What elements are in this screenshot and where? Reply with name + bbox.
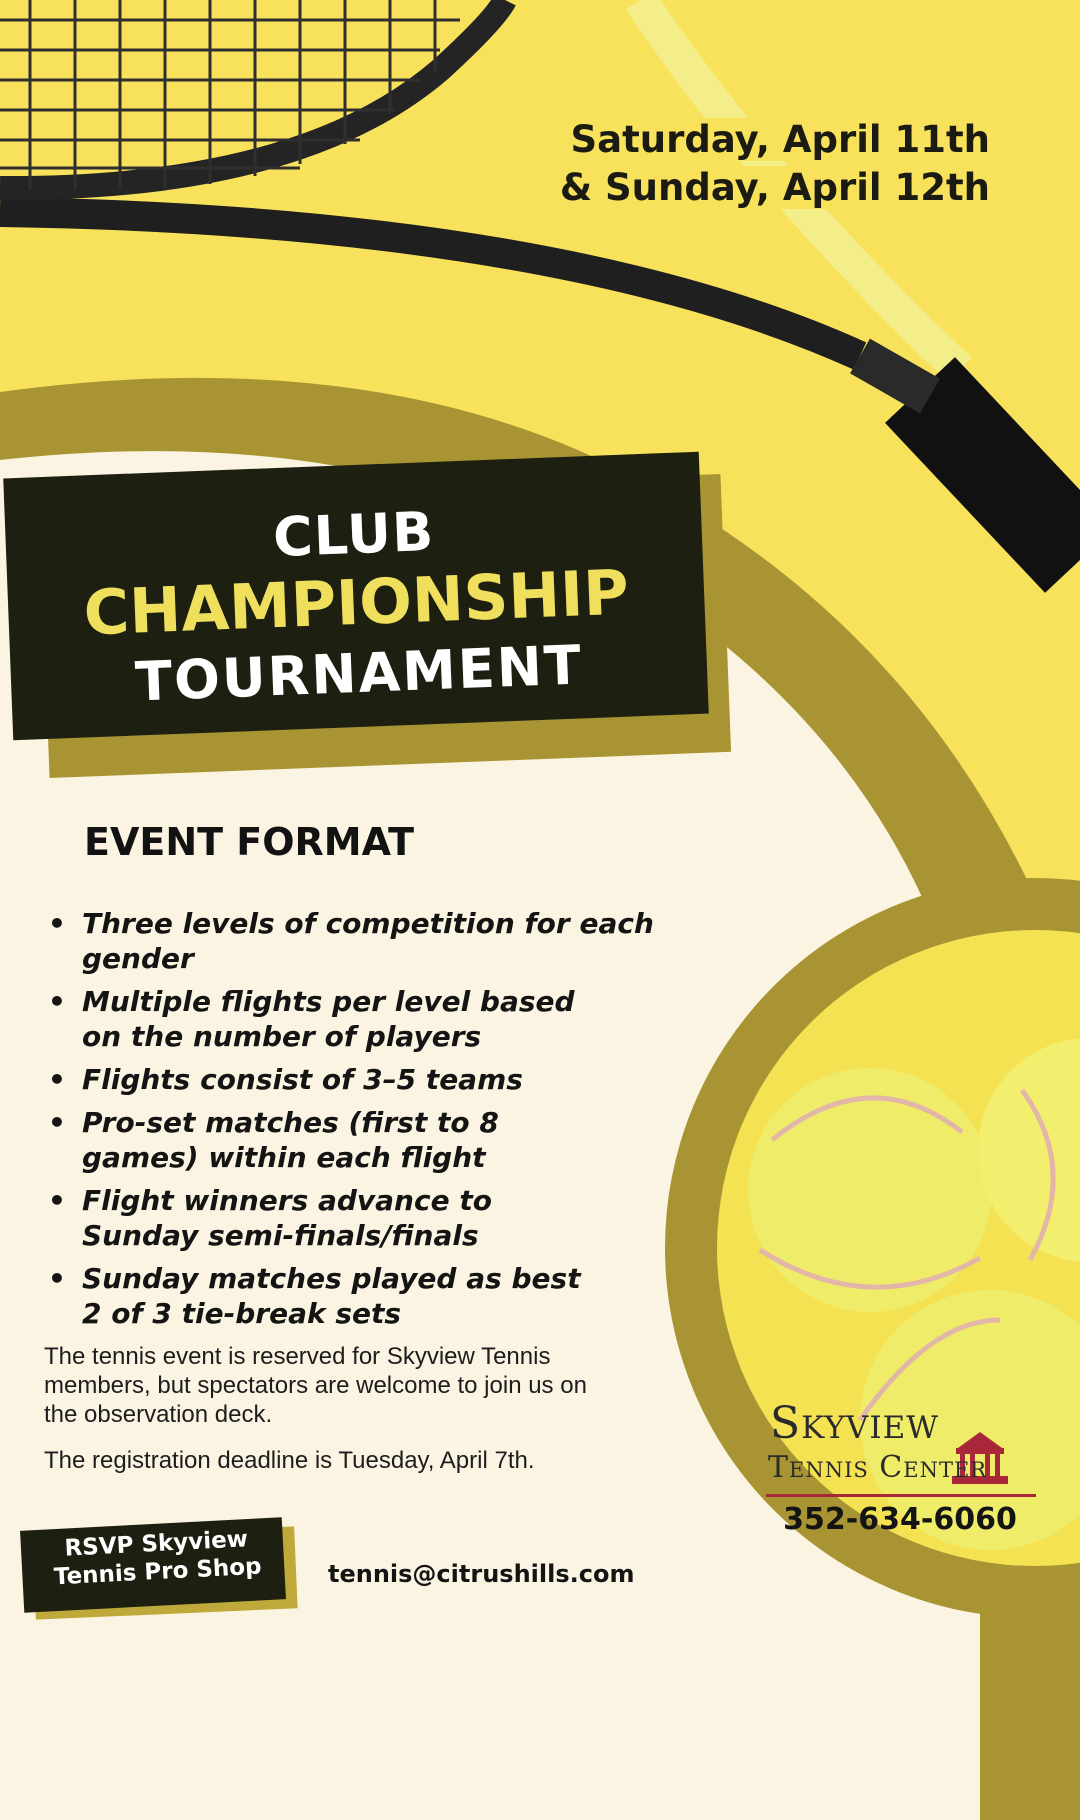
format-item: • Sunday matches played as best 2 of 3 tie-break sets bbox=[48, 1262, 581, 1330]
tennis-ball-left bbox=[748, 1068, 992, 1312]
date-line-2: & Sunday, April 12th bbox=[552, 164, 998, 212]
title-banner bbox=[8, 465, 734, 775]
format-item: • Multiple flights per level based on the number of players bbox=[48, 985, 575, 1053]
phone-number[interactable]: 352-634-6060 bbox=[783, 1502, 1017, 1537]
bullet-icon: • bbox=[48, 1262, 66, 1295]
logo-skyview-text: Skyview bbox=[770, 1398, 940, 1449]
registration-deadline-text: The registration deadline is Tuesday, April 7th. bbox=[44, 1447, 535, 1474]
rsvp-line-1: RSVP Skyview bbox=[63, 1526, 249, 1562]
bullet-icon: • bbox=[48, 1063, 66, 1096]
bullet-icon: • bbox=[48, 1184, 66, 1217]
contact-email-link[interactable]: tennis@citrushills.com bbox=[328, 1560, 635, 1588]
members-info-text: The tennis event is reserved for Skyview Tennis members, but spectators are welcome to join us on the observation deck. bbox=[44, 1343, 587, 1428]
format-item: • Flight winners advance to Sunday semi-finals/finals bbox=[48, 1184, 492, 1252]
format-item: • Three levels of competition for each gender bbox=[48, 907, 654, 975]
bullet-icon: • bbox=[48, 907, 66, 940]
title-line-tournament: TOURNAMENT bbox=[134, 633, 584, 714]
rsvp-badge[interactable] bbox=[22, 1520, 302, 1620]
rsvp-line-2: Tennis Pro Shop bbox=[53, 1553, 263, 1591]
logo-divider bbox=[766, 1494, 1036, 1497]
logo-tennis-center-text: Tennis Center bbox=[768, 1450, 988, 1485]
event-dates bbox=[552, 116, 998, 212]
bullet-icon: • bbox=[48, 1106, 66, 1139]
title-text bbox=[3, 452, 709, 741]
title-line-championship: CHAMPIONSHIP bbox=[82, 555, 631, 650]
format-item: • Flights consist of 3–5 teams bbox=[48, 1063, 523, 1096]
bullet-icon: • bbox=[48, 985, 66, 1018]
event-format-list bbox=[46, 906, 766, 1339]
event-format-heading: EVENT FORMAT bbox=[84, 820, 414, 864]
date-line-1: Saturday, April 11th bbox=[552, 116, 998, 164]
format-item: • Pro-set matches (first to 8 games) within each flight bbox=[48, 1106, 499, 1174]
title-line-club: CLUB bbox=[271, 499, 436, 570]
